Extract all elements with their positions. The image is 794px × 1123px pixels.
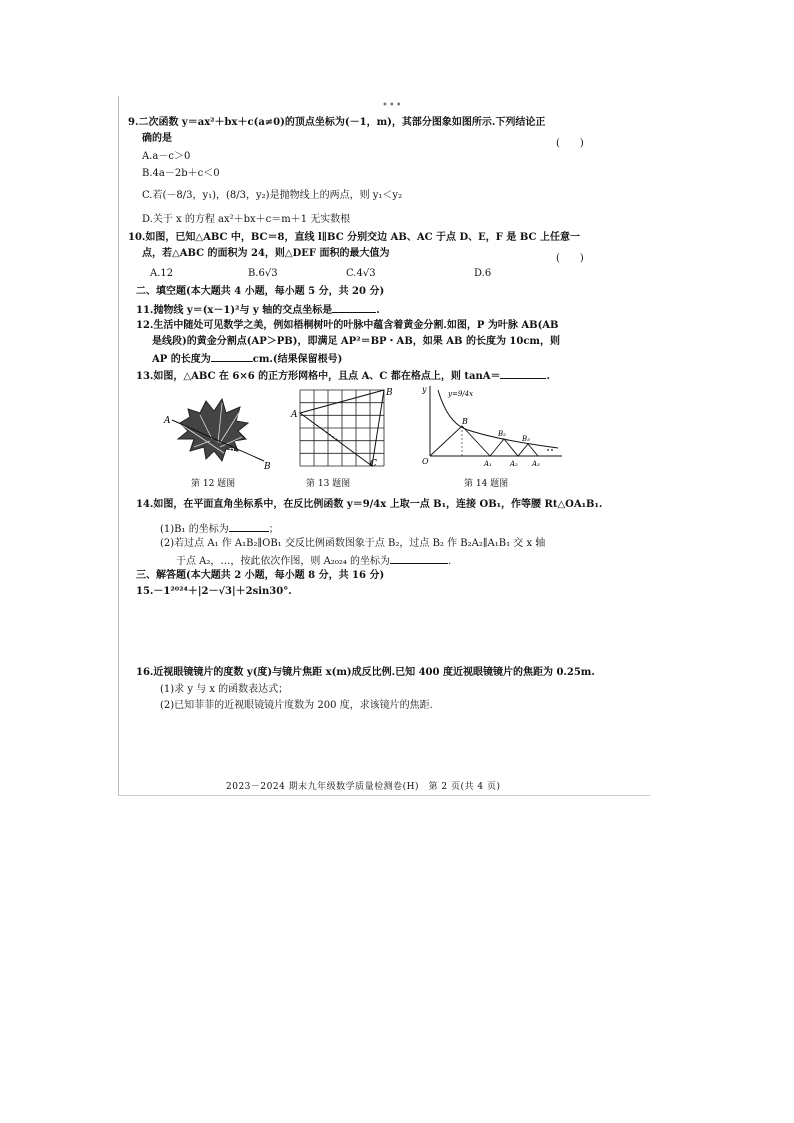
label-b3: B₃ xyxy=(522,435,530,443)
q9-option-a: A.a－c＞0 xyxy=(142,151,191,162)
q10-stem-line2: 点，若△ABC 的面积为 24，则△DEF 面积的最大值为 xyxy=(142,248,390,259)
q11-end: . xyxy=(376,305,380,316)
q12-line3 xyxy=(152,352,342,366)
q14-sub1-end: ； xyxy=(268,524,279,535)
q11-text: 11.抛物线 y＝(x－1)²与 y 轴的交点坐标是 xyxy=(136,305,333,316)
label-b: B xyxy=(386,388,393,398)
label-a: A xyxy=(164,416,171,426)
q13-end: . xyxy=(546,371,550,382)
figure-13-caption: 第 13 题图 xyxy=(306,479,351,489)
q13-blank[interactable] xyxy=(500,369,546,379)
label-o: O xyxy=(422,457,429,466)
sheet-left-edge xyxy=(118,96,119,796)
page-footer: 2023－2024 期末九年级数学质量检测卷(H) 第 2 页(共 4 页) xyxy=(226,782,501,792)
q14-sub2-end: . xyxy=(448,556,452,567)
label-b: B xyxy=(264,462,271,472)
q10-option-a: A.12 xyxy=(150,268,174,279)
function-label: y=9/4x xyxy=(448,390,474,398)
q10-option-b: B.6√3 xyxy=(248,268,278,279)
q12-line3-start: AP 的长度为 xyxy=(152,354,211,365)
section2-title: 二、填空题(本大题共 4 小题，每小题 5 分，共 20 分) xyxy=(136,286,385,297)
figure-14-hyperbola xyxy=(418,384,564,472)
q11 xyxy=(136,303,380,317)
q9-option-c: C.若(－8/3，y₁)，(8/3，y₂)是抛物线上的两点，则 y₁＜y₂ xyxy=(142,190,403,201)
q13-text: 13.如图，△ABC 在 6×6 的正方形网格中，且点 A、C 都在格点上，则 tanA＝ xyxy=(136,371,501,382)
label-a3: A₃ xyxy=(532,460,540,468)
q14-sub2-line1: (2)若过点 A₁ 作 A₁B₂∥OB₁ 交反比例函数图象于点 B₂，过点 B₂ 作 B₂A₂∥A₁B₁ 交 x 轴 xyxy=(160,538,546,549)
q14-line1: 14.如图，在平面直角坐标系中，在反比例函数 y＝9/4x 上取一点 B₁，连接 OB₁，作等腰 Rt△OA₁B₁. xyxy=(136,499,603,510)
q16-sub1: (1)求 y 与 x 的函数表达式； xyxy=(160,684,289,695)
q10-option-d: D.6 xyxy=(474,268,492,279)
hyperbola-curve xyxy=(438,390,558,448)
figure-13-grid xyxy=(290,386,396,472)
q13 xyxy=(136,369,550,383)
label-b: B xyxy=(462,417,468,426)
q14-sub1-blank[interactable] xyxy=(229,522,269,532)
q14-sub2-blank[interactable] xyxy=(390,554,448,564)
q12-blank[interactable] xyxy=(211,352,253,362)
label-b2: B₂ xyxy=(498,430,506,438)
q12-line1: 12.生活中随处可见数学之美，例如梧桐树叶的叶脉中蕴含着黄金分割.如图，P 为叶脉 AB(AB xyxy=(136,320,559,331)
q10-option-c: C.4√3 xyxy=(346,268,376,279)
q12-line2: 是线段)的黄金分割点(AP＞PB)，即满足 AP²＝BP・AB，如果 AB 的长度为 10cm，则 xyxy=(152,336,561,347)
q9-stem-line2: 确的是 xyxy=(142,133,172,144)
q14-sub1-text: (1)B₁ 的坐标为 xyxy=(160,524,229,535)
top-dots: ••• xyxy=(382,100,403,111)
q14-sub1 xyxy=(160,522,279,536)
label-a2: A₂ xyxy=(510,460,518,468)
figure-14-caption: 第 14 题图 xyxy=(464,479,509,489)
figure-12-leaf xyxy=(160,395,278,475)
q12-line3-end: cm.(结果保留根号) xyxy=(252,354,343,365)
figure-12-caption: 第 12 题图 xyxy=(191,479,236,489)
label-a1: A₁ xyxy=(484,460,492,468)
q14-sub2-line2 xyxy=(176,554,451,568)
label-p: P xyxy=(228,448,235,458)
q10-stem-line1: 10.如图，已知△ABC 中，BC＝8，直线 l∥BC 分别交边 AB、AC 于点 D、E，F 是 BC 上任意一 xyxy=(128,232,580,243)
q9-option-d: D.关于 x 的方程 ax²＋bx＋c＝m＋1 无实数根 xyxy=(142,214,351,225)
sheet-bottom-edge xyxy=(118,795,650,796)
q10-answer-paren: ( ) xyxy=(556,253,584,264)
leaf-shape xyxy=(178,399,248,461)
q16-line1: 16.近视眼镜镜片的度数 y(度)与镜片焦距 x(m)成反比例.已知 400 度近视眼镜镜片的焦距为 0.25m. xyxy=(136,667,595,678)
section3-title: 三、解答题(本大题共 2 小题，每小题 8 分，共 16 分) xyxy=(136,570,385,581)
q11-blank[interactable] xyxy=(332,303,376,313)
q15-text: 15.－1²⁰²⁴＋|2－√3|＋2sin30°. xyxy=(136,586,292,597)
dot xyxy=(547,449,549,451)
q14-sub2-text: 于点 A₂，…，按此依次作图，则 A₂₀₂₄ 的坐标为 xyxy=(176,556,391,567)
dot xyxy=(551,449,553,451)
q9-option-b: B.4a－2b＋c＜0 xyxy=(142,168,220,179)
q9-answer-paren: ( ) xyxy=(556,138,584,149)
q16-sub2: (2)已知菲菲的近视眼镜镜片度数为 200 度，求该镜片的焦距. xyxy=(160,700,433,711)
label-y: y xyxy=(422,385,427,394)
label-c: C xyxy=(370,459,377,469)
q9-stem-line1: 9.二次函数 y＝ax²＋bx＋c(a≠0)的顶点坐标为(－1，m)，其部分图象如图所示.下列结论正 xyxy=(128,117,546,128)
label-a: A xyxy=(291,410,298,420)
